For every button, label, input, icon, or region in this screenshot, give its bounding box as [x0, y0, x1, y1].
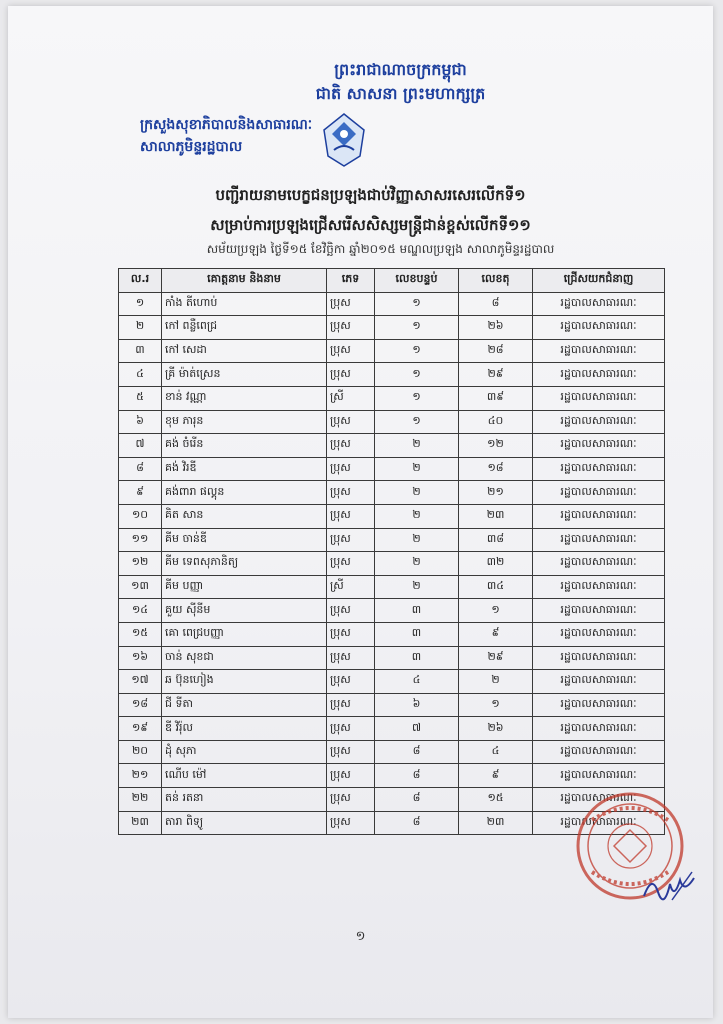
cell-candidate-name: គង់ ចំរើន: [162, 434, 327, 458]
cell-specialization: រដ្ឋបាលសាធារណៈ: [533, 552, 665, 576]
cell-row-number: ១: [119, 292, 162, 316]
cell-room-number: ២: [375, 434, 459, 458]
cell-specialization: រដ្ឋបាលសាធារណៈ: [533, 788, 665, 812]
table-row: [119, 457, 665, 481]
cell-table-number: ២៦: [459, 717, 533, 741]
cell-specialization: រដ្ឋបាលសាធារណៈ: [533, 575, 665, 599]
cell-sex: ប្រុស: [327, 481, 375, 505]
cell-row-number: ៥: [119, 386, 162, 410]
cell-table-number: ២៣: [459, 504, 533, 528]
cell-table-number: ៤០: [459, 410, 533, 434]
cell-candidate-name: គីម ទេពសុភានិត្យ: [162, 552, 327, 576]
cell-sex: ស្រី: [327, 386, 375, 410]
cell-room-number: ២: [375, 552, 459, 576]
cell-candidate-name: គីម ចាន់ឌី: [162, 528, 327, 552]
cell-specialization: រដ្ឋបាលសាធារណៈ: [533, 740, 665, 764]
table-row: [119, 386, 665, 410]
cell-room-number: ៨: [375, 764, 459, 788]
cell-room-number: ៣: [375, 622, 459, 646]
cell-specialization: រដ្ឋបាលសាធារណៈ: [533, 717, 665, 741]
cell-row-number: ១៥: [119, 622, 162, 646]
cell-sex: ប្រុស: [327, 292, 375, 316]
cell-sex: ប្រុស: [327, 599, 375, 623]
col-header-number: ល.រ: [119, 269, 162, 293]
cell-sex: ប្រុស: [327, 622, 375, 646]
cell-candidate-name: កៅ ពន្លឺពេជ្រ: [162, 316, 327, 340]
cell-row-number: ១៩: [119, 717, 162, 741]
cell-candidate-name: ឌី វិរ៉ុល: [162, 717, 327, 741]
cell-row-number: ២០: [119, 740, 162, 764]
kingdom-motto: [8, 58, 713, 106]
cell-table-number: ៤: [459, 740, 533, 764]
cell-table-number: ៣៤: [459, 575, 533, 599]
table-row: [119, 528, 665, 552]
kingdom-title: ព្រះរាជាណាចក្រកម្ពុជា: [334, 60, 467, 79]
table-row: [119, 363, 665, 387]
cell-table-number: ២: [459, 670, 533, 694]
cell-specialization: រដ្ឋបាលសាធារណៈ: [533, 481, 665, 505]
table-row: [119, 740, 665, 764]
cell-candidate-name: គិត សាន: [162, 504, 327, 528]
cell-sex: ប្រុស: [327, 811, 375, 835]
title-line-2: សម្រាប់ការប្រឡងជ្រើសរើសសិស្សមន្ត្រីជាន់ខ្ពស់លើកទី១១: [210, 216, 531, 234]
cell-table-number: ៣២: [459, 552, 533, 576]
cell-specialization: រដ្ឋបាលសាធារណៈ: [533, 764, 665, 788]
cell-row-number: ១៨: [119, 693, 162, 717]
cell-sex: ប្រុស: [327, 788, 375, 812]
cell-candidate-name: កៅ សេដា: [162, 339, 327, 363]
table-row: [119, 622, 665, 646]
table-row: [119, 292, 665, 316]
cell-room-number: ១: [375, 292, 459, 316]
cell-candidate-name: គោ ពេជ្របញ្ញា: [162, 622, 327, 646]
cell-sex: ប្រុស: [327, 552, 375, 576]
table-row: [119, 410, 665, 434]
cell-table-number: ២៣: [459, 811, 533, 835]
table-row: [119, 481, 665, 505]
cell-table-number: ២៩: [459, 646, 533, 670]
table-body: [119, 292, 665, 835]
cell-room-number: ២: [375, 528, 459, 552]
cell-room-number: ២: [375, 481, 459, 505]
cell-room-number: ១: [375, 410, 459, 434]
cell-row-number: ១៧: [119, 670, 162, 694]
col-header-room: លេខបន្ទប់: [375, 269, 459, 293]
table-row: [119, 575, 665, 599]
cell-specialization: រដ្ឋបាលសាធារណៈ: [533, 599, 665, 623]
table-row: [119, 316, 665, 340]
cell-sex: ប្រុស: [327, 693, 375, 717]
cell-sex: ប្រុស: [327, 434, 375, 458]
col-header-name: គោត្តនាម និងនាម: [162, 269, 327, 293]
cell-table-number: ១៥: [459, 788, 533, 812]
cell-table-number: ៨: [459, 292, 533, 316]
cell-table-number: ២១: [459, 481, 533, 505]
table-row: [119, 599, 665, 623]
table-row: [119, 693, 665, 717]
document-title: [8, 180, 713, 240]
cell-table-number: ១២: [459, 434, 533, 458]
cell-room-number: ១: [375, 386, 459, 410]
cell-table-number: ៩: [459, 764, 533, 788]
cell-room-number: ២: [375, 504, 459, 528]
cell-sex: ប្រុស: [327, 646, 375, 670]
cell-table-number: ១៨: [459, 457, 533, 481]
col-header-specialization: ជ្រើសយកជំនាញ: [533, 269, 665, 293]
cell-candidate-name: ខាន់ វណ្ណា: [162, 386, 327, 410]
cell-row-number: ៧: [119, 434, 162, 458]
cell-specialization: រដ្ឋបាលសាធារណៈ: [533, 292, 665, 316]
ministry-emblem-icon: [320, 112, 368, 168]
cell-table-number: ៣៨: [459, 528, 533, 552]
cell-room-number: ៤: [375, 670, 459, 694]
cell-candidate-name: តន់ រតនា: [162, 788, 327, 812]
cell-sex: ប្រុស: [327, 316, 375, 340]
cell-specialization: រដ្ឋបាលសាធារណៈ: [533, 528, 665, 552]
cell-row-number: ១២: [119, 552, 162, 576]
cell-specialization: រដ្ឋបាលសាធារណៈ: [533, 386, 665, 410]
table-row: [119, 552, 665, 576]
cell-sex: ប្រុស: [327, 363, 375, 387]
cell-row-number: ៣: [119, 339, 162, 363]
table-row: [119, 646, 665, 670]
cell-specialization: រដ្ឋបាលសាធារណៈ: [533, 504, 665, 528]
cell-table-number: ២៨: [459, 339, 533, 363]
col-header-sex: ភេទ: [327, 269, 375, 293]
title-line-1: បញ្ជីរាយនាមបេក្ខជនប្រឡងជាប់វិញ្ញាសាសរសេរលើកទី១: [215, 186, 526, 204]
cell-specialization: រដ្ឋបាលសាធារណៈ: [533, 363, 665, 387]
cell-row-number: ៦: [119, 410, 162, 434]
cell-specialization: រដ្ឋបាលសាធារណៈ: [533, 339, 665, 363]
cell-table-number: ២៦: [459, 316, 533, 340]
cell-table-number: ២៩: [459, 363, 533, 387]
exam-details: សម័យប្រឡង ថ្ងៃទី១៥ ខែវិច្ឆិកា ឆ្នាំ២០១៥ មណ្ឌលប្រឡង សាលាភូមិន្ទរដ្ឋបាល: [206, 242, 555, 256]
cell-room-number: ៧: [375, 717, 459, 741]
cell-row-number: ១១: [119, 528, 162, 552]
cell-room-number: ២: [375, 575, 459, 599]
cell-sex: ប្រុស: [327, 410, 375, 434]
cell-sex: ស្រី: [327, 575, 375, 599]
cell-candidate-name: គ្រី ម៉ាត់ស្រេន: [162, 363, 327, 387]
cell-specialization: រដ្ឋបាលសាធារណៈ: [533, 434, 665, 458]
school-name: សាលាភូមិន្ទរដ្ឋបាល: [140, 139, 243, 155]
table-row: [119, 504, 665, 528]
cell-candidate-name: គង់ វិរឌី: [162, 457, 327, 481]
cell-sex: ប្រុស: [327, 740, 375, 764]
cell-specialization: រដ្ឋបាលសាធារណៈ: [533, 693, 665, 717]
ministry-name: ក្រសួងសុខាភិបាលនិងសាធារណៈ: [140, 117, 313, 133]
cell-room-number: ២: [375, 457, 459, 481]
cell-candidate-name: ដុំ សុភា: [162, 740, 327, 764]
cell-row-number: ២២: [119, 788, 162, 812]
cell-room-number: ១: [375, 339, 459, 363]
cell-room-number: ៣: [375, 646, 459, 670]
cell-room-number: ៦: [375, 693, 459, 717]
table-row: [119, 434, 665, 458]
cell-table-number: ៩: [459, 622, 533, 646]
cell-room-number: ១: [375, 316, 459, 340]
cell-room-number: ៨: [375, 740, 459, 764]
cell-row-number: ១៦: [119, 646, 162, 670]
cell-sex: ប្រុស: [327, 504, 375, 528]
signature: [642, 870, 698, 904]
cell-candidate-name: គីម បញ្ញា: [162, 575, 327, 599]
candidate-table: [118, 268, 665, 835]
cell-table-number: ១: [459, 693, 533, 717]
cell-candidate-name: កាំង តីហោប់: [162, 292, 327, 316]
cell-candidate-name: ឆ ប៊ុនហៀង: [162, 670, 327, 694]
table-header-row: [119, 269, 665, 293]
cell-specialization: រដ្ឋបាលសាធារណៈ: [533, 316, 665, 340]
cell-sex: ប្រុស: [327, 670, 375, 694]
page-number: ១: [355, 929, 366, 944]
cell-candidate-name: តារា ពិទ្យូ: [162, 811, 327, 835]
document-page: [8, 6, 713, 1018]
ministry-block: [140, 114, 315, 158]
cell-sex: ប្រុស: [327, 717, 375, 741]
table-row: [119, 717, 665, 741]
cell-specialization: រដ្ឋបាលសាធារណៈ: [533, 622, 665, 646]
cell-candidate-name: ណើប ម៉ៅ: [162, 764, 327, 788]
nation-religion-king: ជាតិ សាសនា ព្រះមហាក្សត្រ: [315, 84, 486, 103]
cell-sex: ប្រុស: [327, 528, 375, 552]
cell-sex: ប្រុស: [327, 764, 375, 788]
col-header-table: លេខតុ: [459, 269, 533, 293]
cell-row-number: ៤: [119, 363, 162, 387]
table-row: [119, 764, 665, 788]
cell-row-number: ២១: [119, 764, 162, 788]
cell-specialization: រដ្ឋបាលសាធារណៈ: [533, 646, 665, 670]
cell-row-number: ៩: [119, 481, 162, 505]
cell-row-number: ១៣: [119, 575, 162, 599]
cell-specialization: រដ្ឋបាលសាធារណៈ: [533, 410, 665, 434]
cell-row-number: ២: [119, 316, 162, 340]
table-row: [119, 339, 665, 363]
cell-row-number: ១០: [119, 504, 162, 528]
cell-candidate-name: គង់ពារា ផល្គុន: [162, 481, 327, 505]
cell-specialization: រដ្ឋបាលសាធារណៈ: [533, 670, 665, 694]
cell-room-number: ៨: [375, 788, 459, 812]
cell-specialization: រដ្ឋបាលសាធារណៈ: [533, 457, 665, 481]
cell-candidate-name: ចាន់ សុខជា: [162, 646, 327, 670]
cell-row-number: ២៣: [119, 811, 162, 835]
cell-row-number: ១៤: [119, 599, 162, 623]
cell-candidate-name: គួយ ស៊ីនីម: [162, 599, 327, 623]
cell-room-number: ៣: [375, 599, 459, 623]
table-row: [119, 670, 665, 694]
cell-sex: ប្រុស: [327, 339, 375, 363]
cell-room-number: ៨: [375, 811, 459, 835]
cell-room-number: ១: [375, 363, 459, 387]
cell-candidate-name: ខុម ភារុន: [162, 410, 327, 434]
cell-table-number: ៣៩: [459, 386, 533, 410]
cell-specialization: រដ្ឋបាលសាធារណៈ: [533, 811, 665, 835]
cell-row-number: ៨: [119, 457, 162, 481]
cell-candidate-name: ជី ទីតា: [162, 693, 327, 717]
cell-sex: ប្រុស: [327, 457, 375, 481]
cell-table-number: ១: [459, 599, 533, 623]
